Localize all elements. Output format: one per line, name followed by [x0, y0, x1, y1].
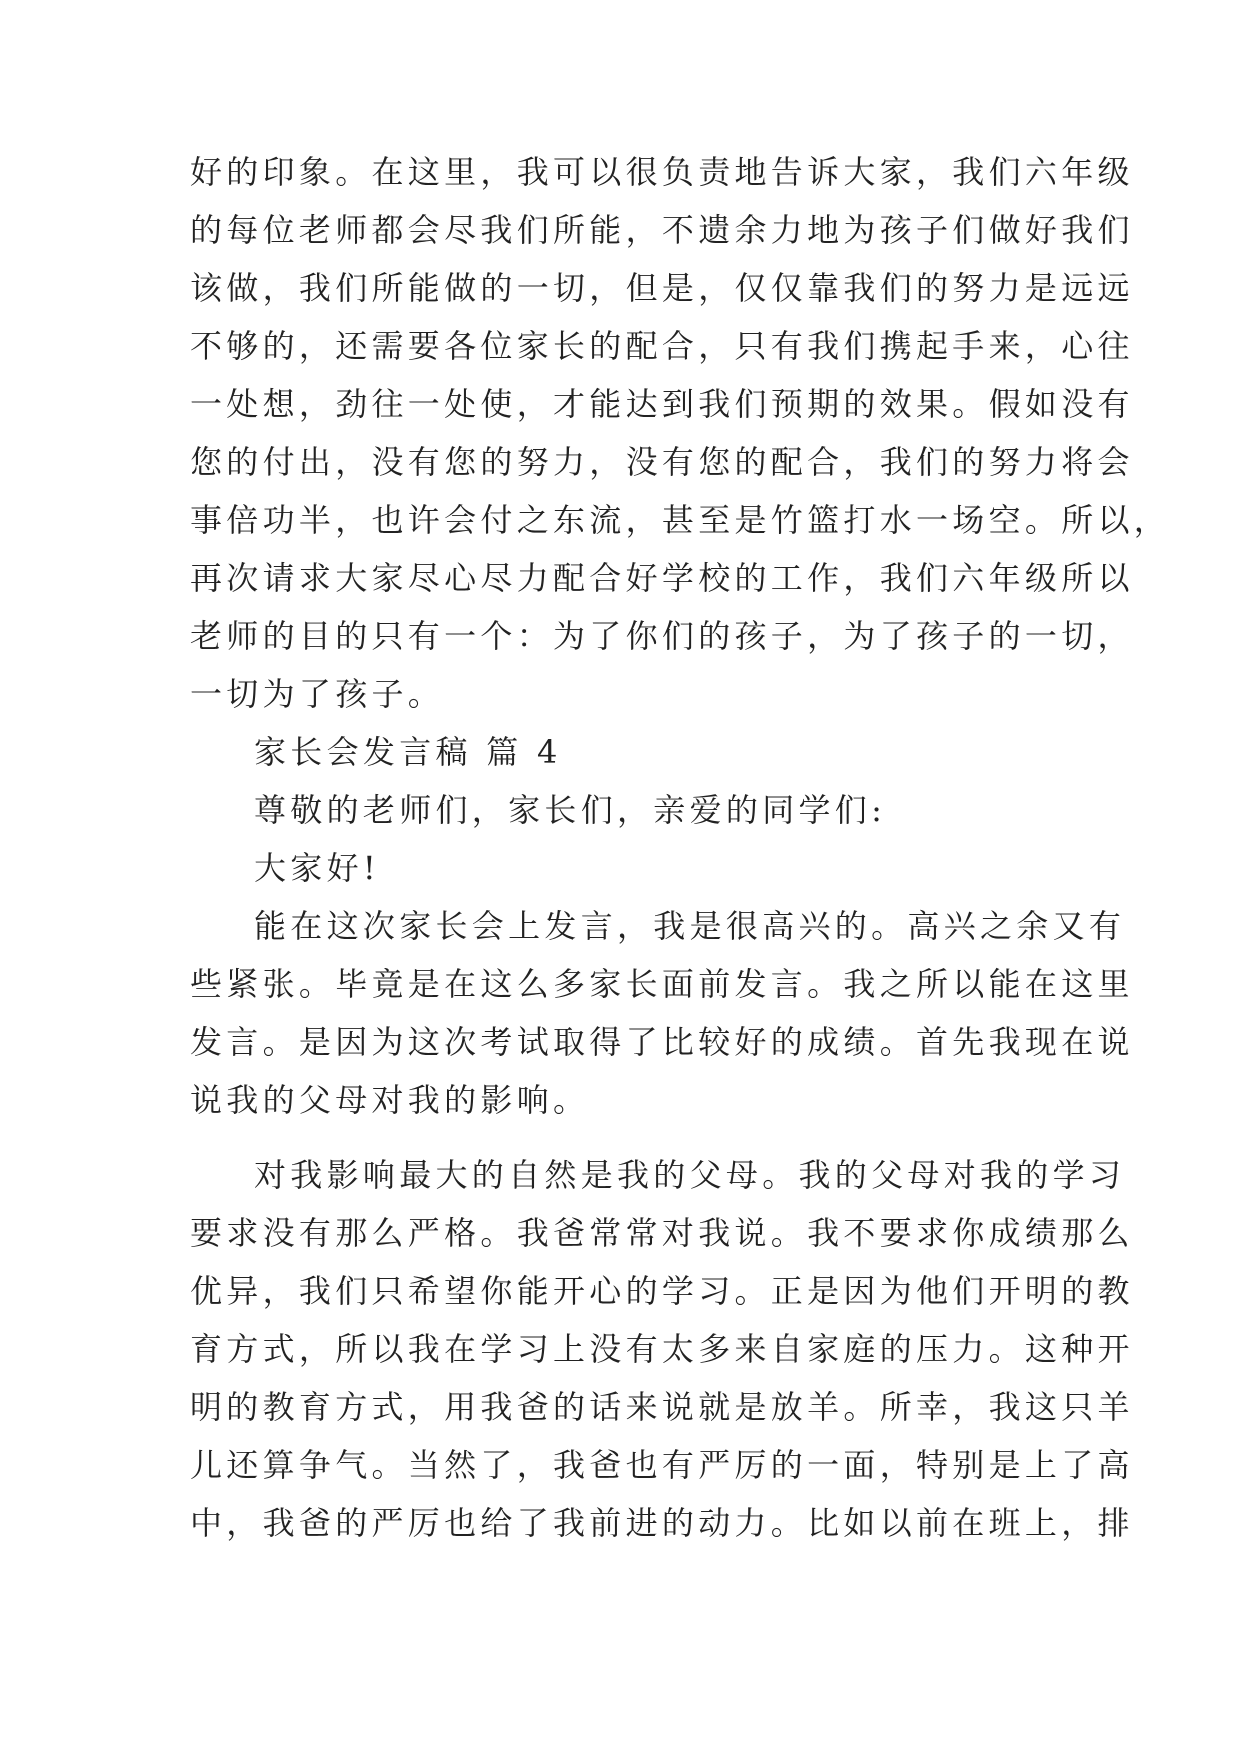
text-line: 的每位老师都会尽我们所能，不遗余力地为孩子们做好我们	[190, 211, 1134, 249]
text-line: 中，我爸的严厉也给了我前进的动力。比如以前在班上，排	[190, 1504, 1134, 1542]
greeting: 大家好!	[254, 849, 381, 887]
text-line: 再次请求大家尽心尽力配合好学校的工作，我们六年级所以	[190, 559, 1134, 597]
text-line: 育方式，所以我在学习上没有太多来自家庭的压力。这种开	[190, 1330, 1134, 1368]
text-line: 儿还算争气。当然了，我爸也有严厉的一面，特别是上了高	[190, 1446, 1134, 1484]
text-line: 一切为了孩子。	[190, 675, 445, 713]
salutation: 尊敬的老师们，家长们，亲爱的同学们:	[254, 791, 887, 829]
text-line: 要求没有那么严格。我爸常常对我说。我不要求你成绩那么	[190, 1214, 1134, 1252]
text-line: 优异，我们只希望你能开心的学习。正是因为他们开明的教	[190, 1272, 1134, 1310]
text-line: 该做，我们所能做的一切，但是，仅仅靠我们的努力是远远	[190, 269, 1134, 307]
text-line: 能在这次家长会上发言，我是很高兴的。高兴之余又有	[254, 907, 1126, 945]
text-line: 些紧张。毕竟是在这么多家长面前发言。我之所以能在这里	[190, 965, 1134, 1003]
text-line: 对我影响最大的自然是我的父母。我的父母对我的学习	[254, 1156, 1126, 1194]
text-line: 事倍功半，也许会付之东流，甚至是竹篮打水一场空。所以，	[190, 501, 1171, 539]
text-line: 好的印象。在这里，我可以很负责地告诉大家，我们六年级	[190, 153, 1134, 191]
section-heading: 家长会发言稿 篇 4	[254, 733, 562, 771]
text-line: 您的付出，没有您的努力，没有您的配合，我们的努力将会	[190, 443, 1134, 481]
text-line: 说我的父母对我的影响。	[190, 1081, 590, 1119]
text-line: 一处想，劲往一处使，才能达到我们预期的效果。假如没有	[190, 385, 1134, 423]
text-line: 明的教育方式，用我爸的话来说就是放羊。所幸，我这只羊	[190, 1388, 1134, 1426]
text-line: 老师的目的只有一个：为了你们的孩子，为了孩子的一切，	[190, 617, 1134, 655]
text-line: 不够的，还需要各位家长的配合，只有我们携起手来，心往	[190, 327, 1134, 365]
text-line: 发言。是因为这次考试取得了比较好的成绩。首先我现在说	[190, 1023, 1134, 1061]
